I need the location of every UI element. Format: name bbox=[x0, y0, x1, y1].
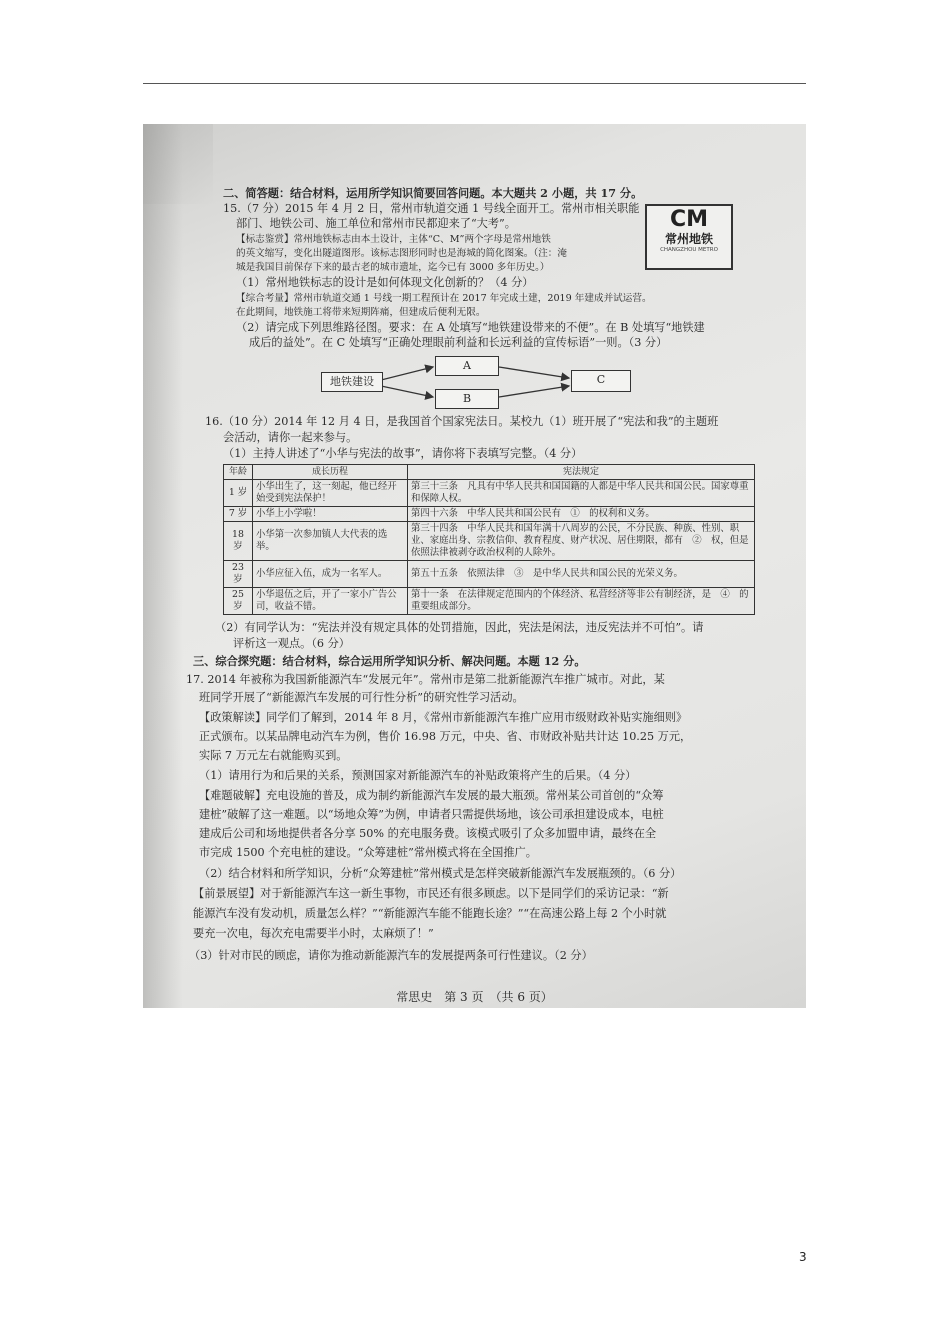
q15-logo-text-2: 的英文缩写，变化出隧道图形。该标志图形同时也是海城的简化图案。（注：淹 bbox=[236, 248, 567, 259]
q15-comprehensive-2: 在此期间，地铁施工将带来短期阵痛，但建成后便利无限。 bbox=[236, 307, 486, 318]
q17-difficulty-3: 建成后公司和场地提供者各分享 50% 的充电服务费。该模式吸引了众多加盟申请，最终在全 bbox=[199, 827, 657, 840]
age-cell: 7 岁 bbox=[224, 507, 253, 522]
law-cell: 第三十四条 中华人民共和国年满十八周岁的公民，不分民族、种族、性别、职业、家庭出身、宗教信仰、教育程度、财产状况、居住期限，都有 ② 权，但是依照法律被剥夺政治权利的人除外。 bbox=[408, 522, 755, 561]
story-cell: 小华出生了，这一刻起，他已经开始受到宪法保护！ bbox=[253, 480, 408, 507]
diagram-node-source: 地铁建设 bbox=[321, 372, 383, 392]
metro-logo-english: CHANGZHOU METRO bbox=[660, 247, 718, 253]
page-number: 3 bbox=[799, 1250, 807, 1264]
story-cell: 小华退伍之后，开了一家小广告公司，收益不错。 bbox=[253, 588, 408, 615]
q15-logo-text-1: 【标志鉴赏】常州地铁标志由本土设计，主体“C、M”两个字母是常州地铁 bbox=[236, 234, 551, 245]
q17-sub1: （1）请用行为和后果的关系，预测国家对新能源汽车的补贴政策将产生的后果。（4 分） bbox=[199, 769, 637, 782]
table-header-row bbox=[224, 465, 755, 480]
q16-sub2-1: （2）有同学认为：“宪法并没有规定具体的处罚措施，因此，宪法是闲法，违反宪法并不可怕”。请 bbox=[215, 621, 704, 634]
header-age: 年龄 bbox=[224, 465, 253, 480]
table-row bbox=[224, 588, 755, 615]
q15-sub2-2: 成后的益处”。在 C 处填写“正确处理眼前利益和长远利益的宣传标语”一则。（3 分） bbox=[249, 336, 668, 349]
q17-difficulty-2: 建桩”破解了这一难题。以“场地众筹”为例，申请者只需提供场地，该公司承担建设成本，电桩 bbox=[199, 808, 664, 821]
header-law: 宪法规定 bbox=[408, 465, 755, 480]
law-cell: 第四十六条 中华人民共和国公民有 ① 的权利和义务。 bbox=[408, 507, 755, 522]
thinking-path-arrows bbox=[143, 124, 806, 424]
table-row bbox=[224, 561, 755, 588]
q17-outlook-1: 【前景展望】对于新能源汽车这一新生事物，市民还有很多顾虑。以下是同学们的采访记录：“新 bbox=[193, 887, 669, 900]
q15-intro-2: 部门、地铁公司、施工单位和常州市民都迎来了“大考”。 bbox=[236, 217, 516, 230]
q16-sub2-2: 评析这一观点。（6 分） bbox=[233, 637, 350, 650]
q17-outlook-3: 要充一次电，每次充电需要半小时，太麻烦了！” bbox=[193, 927, 434, 940]
q17-sub3: （3）针对市民的顾虑，请你为推动新能源汽车的发展提两条可行性建议。（2 分） bbox=[189, 949, 593, 962]
age-cell: 1 岁 bbox=[224, 480, 253, 507]
q17-difficulty-4: 市完成 1500 个充电桩的建设。“众筹建桩”常州模式将在全国推广。 bbox=[199, 846, 537, 859]
diagram-node-b: B bbox=[435, 389, 499, 409]
q16-intro-1: 16.（10 分）2014 年 12 月 4 日，是我国首个国家宪法日。某校九（1）班开展了“宪法和我”的主题班 bbox=[205, 415, 719, 428]
q15-intro-1: 15.（7 分）2015 年 4 月 2 日，常州市轨道交通 1 号线全面开工。常州市相关职能 bbox=[223, 202, 640, 215]
exam-photo bbox=[143, 124, 806, 1008]
law-cell: 第三十三条 凡具有中华人民共和国国籍的人都是中华人民共和国公民。国家尊重和保障人权。 bbox=[408, 480, 755, 507]
q16-intro-2: 会活动，请你一起来参与。 bbox=[223, 431, 358, 444]
constitution-story-table bbox=[223, 464, 755, 615]
diagram-node-c: C bbox=[571, 370, 631, 392]
header-story: 成长历程 bbox=[253, 465, 408, 480]
table-row bbox=[224, 507, 755, 522]
age-cell: 25 岁 bbox=[224, 588, 253, 615]
story-cell: 小华应征入伍，成为一名军人。 bbox=[253, 561, 408, 588]
exam-content bbox=[143, 124, 806, 1008]
q16-sub1: （1）主持人讲述了“小华与宪法的故事”，请你将下表填写完整。（4 分） bbox=[223, 447, 583, 460]
q17-outlook-2: 能源汽车没有发动机，质量怎么样？”“新能源汽车能不能跑长途？”“在高速公路上每 2 个小时就 bbox=[193, 907, 667, 920]
q15-logo-text-3: 城是我国目前保存下来的最古老的城市遗址，迄今已有 3000 多年历史。） bbox=[236, 262, 550, 273]
age-cell: 18 岁 bbox=[224, 522, 253, 561]
law-cell: 第十一条 在法律规定范围内的个体经济、私营经济等非公有制经济，是 ④ 的重要组成部分。 bbox=[408, 588, 755, 615]
q15-sub2-1: （2）请完成下列思维路径图。要求：在 A 处填写“地铁建设带来的不便”。在 B 处填写“地铁建 bbox=[236, 321, 705, 334]
metro-logo-mark: CM bbox=[669, 207, 709, 232]
age-cell: 23 岁 bbox=[224, 561, 253, 588]
header-rule bbox=[143, 83, 806, 84]
story-cell: 小华上小学啦！ bbox=[253, 507, 408, 522]
q17-intro-2: 班同学开展了“新能源汽车发展的可行性分析”的研究性学习活动。 bbox=[199, 691, 524, 704]
q15-sub1: （1）常州地铁标志的设计是如何体现文化创新的？（4 分） bbox=[236, 276, 534, 289]
diagram-node-a: A bbox=[435, 356, 499, 376]
q15-comprehensive-1: 【综合考量】常州市轨道交通 1 号线一期工程预计在 2017 年完成土建，2019 年建成并试运营。 bbox=[236, 293, 652, 304]
q17-difficulty-1: 【难题破解】充电设施的普及，成为制约新能源汽车发展的最大瓶颈。常州某公司首创的“众筹 bbox=[199, 789, 664, 802]
story-cell: 小华第一次参加镇人大代表的选举。 bbox=[253, 522, 408, 561]
law-cell: 第五十五条 依照法律 ③ 是中华人民共和国公民的光荣义务。 bbox=[408, 561, 755, 588]
table-row bbox=[224, 522, 755, 561]
q17-sub2: （2）结合材料和所学知识，分析“众筹建桩”常州模式是怎样突破新能源汽车发展瓶颈的。（6 分） bbox=[199, 867, 682, 880]
q17-policy-2: 正式颁布。以某品牌电动汽车为例，售价 16.98 万元，中央、省、市财政补贴共计达 10.25 万元， bbox=[199, 730, 692, 743]
section3-heading: 三、综合探究题：结合材料，综合运用所学知识分析、解决问题。本题 12 分。 bbox=[193, 654, 586, 668]
metro-logo-name: 常州地铁 bbox=[664, 232, 713, 246]
table-row bbox=[224, 480, 755, 507]
section2-heading: 二、简答题：结合材料，运用所学知识简要回答问题。本大题共 2 小题，共 17 分。 bbox=[223, 186, 643, 200]
q17-intro-1: 17. 2014 年被称为我国新能源汽车“发展元年”。常州市是第二批新能源汽车推广城市。对此，某 bbox=[186, 673, 665, 686]
q17-policy-3: 实际 7 万元左右就能购买到。 bbox=[199, 749, 348, 762]
page-footer: 常思史 第 3 页 （共 6 页） bbox=[396, 990, 553, 1004]
q17-policy-1: 【政策解读】同学们了解到，2014 年 8 月，《常州市新能源汽车推广应用市级财政补贴实施细则》 bbox=[199, 711, 688, 724]
